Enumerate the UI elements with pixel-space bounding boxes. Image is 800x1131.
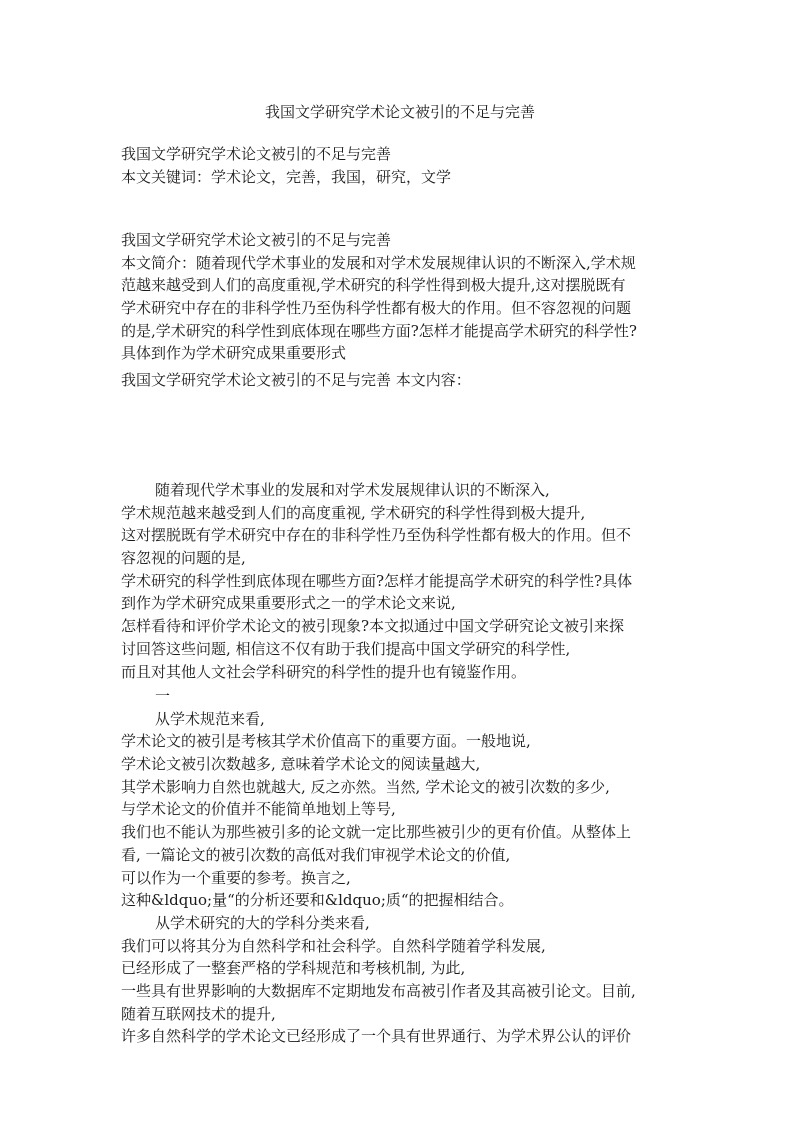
body-line: 学术论文的被引是考核其学术价值高下的重要方面。一般地说, [121,732,531,751]
document-title: 我国文学研究学术论文被引的不足与完善 [264,103,535,121]
body-line: 我们可以将其分为自然科学和社会科学。自然科学随着学科发展, [121,936,546,955]
body-line: 讨回答这些问题, 相信这不仅有助于我们提高中国文学研究的科学性, [121,639,571,658]
body-line: 从学术研究的大的学科分类来看, [155,913,370,932]
summary-line: 的是,学术研究的科学性到底体现在哪些方面?怎样才能提高学术研究的科学性? [121,321,637,340]
body-line: 看, 一篇论文的被引次数的高低对我们审视学术论文的价值, [121,845,511,864]
body-line: 怎样看待和评价学术论文的被引现象?本文拟通过中国文学研究论文被引来探 [121,617,625,636]
body-line: 而且对其他人文社会学科研究的科学性的提升也有镜鉴作用。 [121,662,527,681]
body-line: 其学术影响力自然也就越大, 反之亦然。当然, 学术论文的被引次数的多少, [121,777,610,796]
body-line: 随着现代学术事业的发展和对学术发展规律认识的不断深入, [155,481,550,499]
summary-block [121,229,681,365]
summary-line: 本文简介：随着现代学术事业的发展和对学术发展规律认识的不断深入,学术规 [121,253,636,272]
body-paragraph-1 [121,479,681,683]
body-line: 已经形成了一整套严格的学科规范和考核机制, 为此, [121,959,466,978]
summary-line: 范越来越受到人们的高度重视,学术研究的科学性得到极大提升,这对摆脱既有 [121,276,626,295]
body-line: 这种&ldquo;量“的分析还要和&ldquo;质“的把握相结合。 [121,891,514,910]
body-line: 我们也不能认为那些被引多的论文就一定比那些被引少的更有价值。从整体上 [121,823,632,842]
body-line: 容忽视的问题的是, [121,549,246,568]
body-line: 学术论文被引次数越多, 意味着学术论文的阅读量越大, [121,755,481,774]
content-heading-block [121,369,681,392]
body-line: 这对摆脱既有学术研究中存在的非科学性乃至伪科学性都有极大的作用。但不 [121,526,632,545]
keywords-line: 本文关键词：学术论文，完善，我国，研究，文学 [121,167,452,186]
body-line: 与学术论文的价值并不能简单地划上等号, [121,800,396,819]
body-line: 到作为学术研究成果重要形式之一的学术论文来说, [121,594,456,613]
summary-line: 学术研究中存在的非科学性乃至伪科学性都有极大的作用。但不容忽视的问题 [121,299,632,318]
summary-title-line: 我国文学研究学术论文被引的不足与完善 [121,231,392,249]
body-line: 许多自然科学的学术论文已经形成了一个具有世界通行、为学术界公认的评价 [121,1027,632,1046]
meta-block [121,143,681,188]
body-line: 随着互联网技术的提升, [121,1004,276,1023]
body-paragraph-2 [121,685,681,1048]
body-line: 可以作为一个重要的参考。换言之, [121,868,351,887]
section-marker: 一 [155,687,171,705]
meta-title-line: 我国文学研究学术论文被引的不足与完善 [121,145,392,163]
content-heading: 我国文学研究学术论文被引的不足与完善 本文内容： [121,371,471,389]
summary-line: 具体到作为学术研究成果重要形式 [121,344,347,363]
body-line: 一些具有世界影响的大数据库不定期地发布高被引作者及其高被引论文。目前, [121,981,636,1000]
body-line: 从学术规范来看, [155,709,265,728]
body-line: 学术研究的科学性到底体现在哪些方面?怎样才能提高学术研究的科学性?具体 [121,571,633,590]
body-line: 学术规范越来越受到人们的高度重视, 学术研究的科学性得到极大提升, [121,503,586,522]
